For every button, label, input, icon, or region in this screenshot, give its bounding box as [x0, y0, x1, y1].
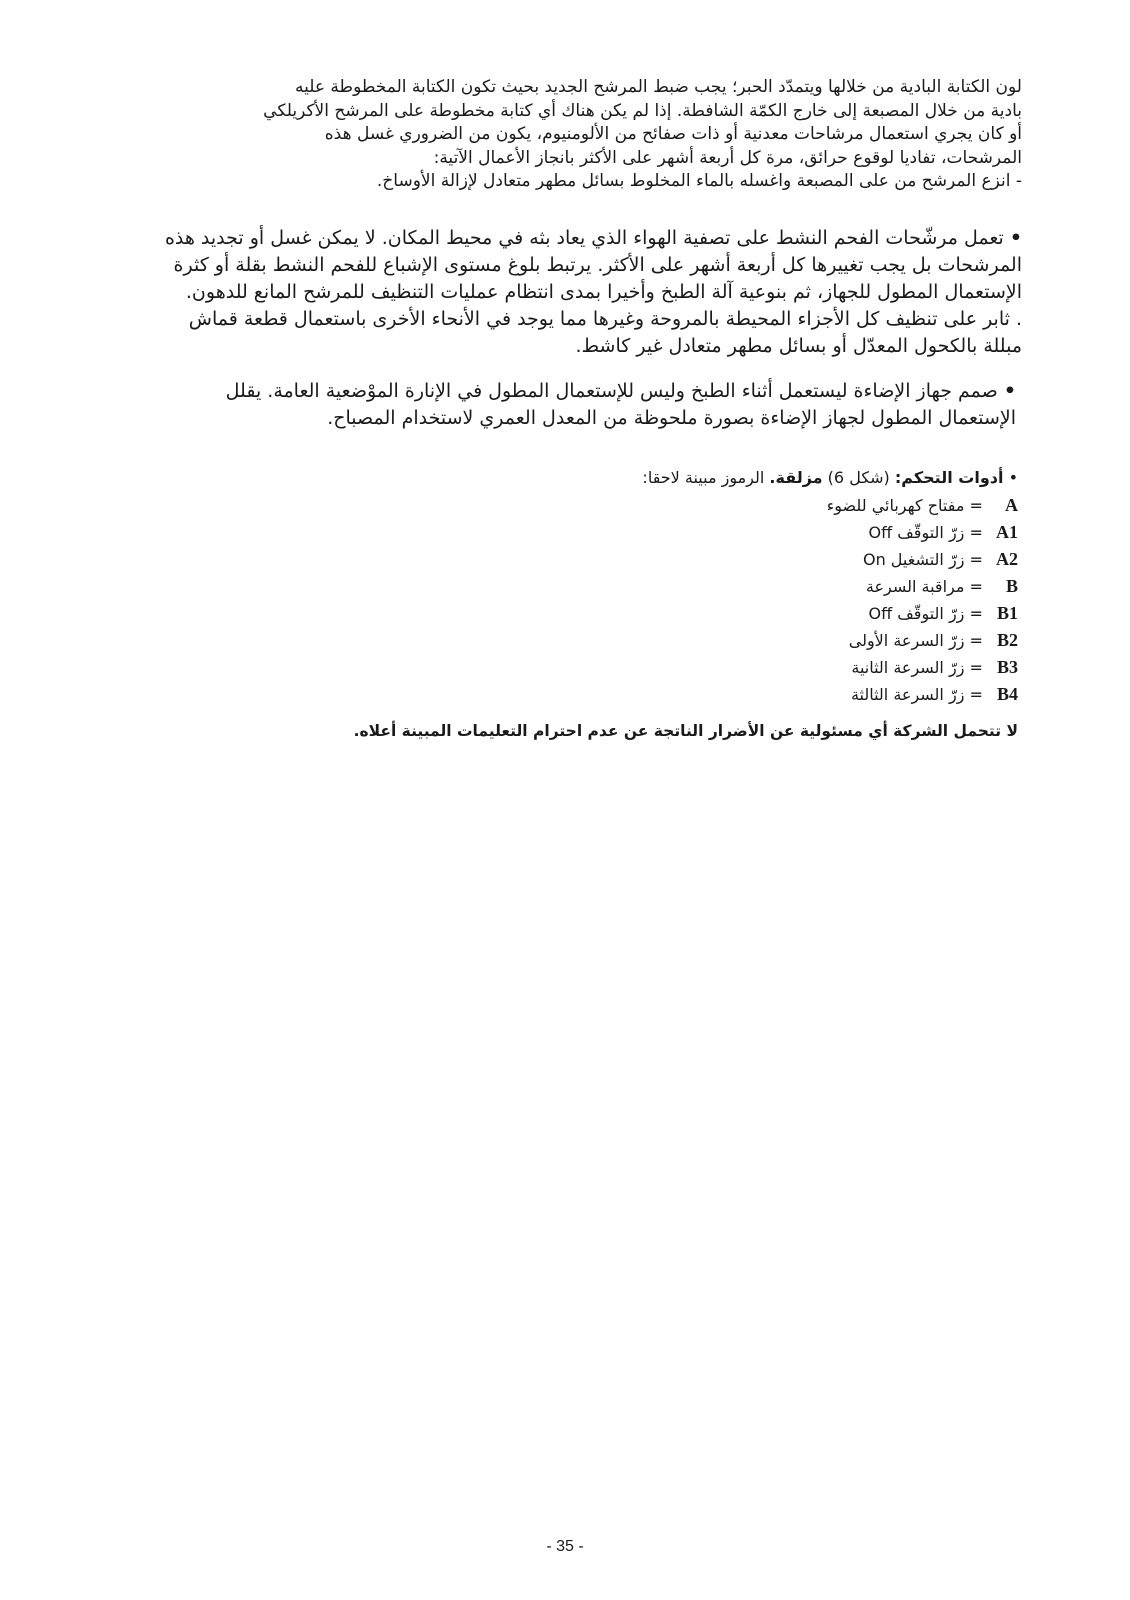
controls-heading-type: مزلقة. [769, 468, 823, 487]
bullet-marker: • [1009, 227, 1022, 249]
control-item-a [827, 492, 1018, 519]
control-code: A2 [996, 549, 1018, 569]
controls-list [827, 492, 1018, 708]
paragraph-line: بادية من خلال المصبعة إلى خارج الكمّة الشافطة. إذا لم يكن هناك أي كتابة مخطوطة على المرشح الأكريلكي [263, 100, 1022, 121]
control-item-b4 [827, 681, 1018, 708]
paragraph-line: الإستعمال المطول للجهاز، ثم بنوعية آلة الطبخ وأخيرا بمدى انتظام عمليات التنظيف للمرشح المانع للدهون. [185, 281, 1022, 303]
paragraph-line-text: تعمل مرشّحات الفحم النشط على تصفية الهواء الذي يعاد بثه في محيط المكان. لا يمكن غسل أو تجديد هذه [164, 227, 1004, 249]
paragraph-line: - انزع المرشح من على المصبعة واغسله بالماء المخلوط بسائل مطهر متعادل لإزالة الأوساخ. [376, 171, 1022, 191]
paragraph-line: . ثابر على تنظيف كل الأجزاء المحيطة بالمروحة وغيرها مما يوجد في الأنحاء الأخرى باستعمال قطعة قماش [188, 308, 1022, 330]
control-code: B1 [996, 603, 1018, 623]
control-item-b3 [827, 654, 1018, 681]
control-code: B4 [996, 684, 1018, 704]
charcoal-filter-paragraph [165, 225, 1022, 360]
control-code: B2 [996, 630, 1018, 650]
control-description: = زرّ التشغيل On [862, 550, 983, 569]
liability-disclaimer: لا تتحمل الشركة أي مسئولية عن الأضرار الناتجة عن عدم احترام التعليمات المبينة أعلاه. [353, 722, 1018, 740]
control-item-a1 [827, 519, 1018, 546]
control-description: = زرّ السرعة الأولى [848, 631, 983, 650]
control-item-b1 [827, 600, 1018, 627]
control-description: = زرّ التوقّف Off [868, 523, 983, 542]
control-code: B3 [996, 657, 1018, 677]
paragraph-line: الإستعمال المطول لجهاز الإضاءة بصورة ملحوظة من المعدل العمري لاستخدام المصباح. [327, 407, 1016, 429]
lighting-paragraph [226, 378, 1016, 432]
control-description: = مفتاح كهربائي للضوء [826, 496, 983, 515]
control-item-a2 [827, 546, 1018, 573]
page-number: - 35 - [546, 1538, 584, 1555]
paragraph-line: أو كان يجري استعمال مرشاحات معدنية أو ذات صفائح من الألومنيوم، يكون من الضروري غسل هذه [324, 124, 1022, 144]
controls-heading [642, 467, 1018, 489]
control-description: = مراقبة السرعة [865, 577, 983, 596]
filter-cleaning-paragraph [263, 76, 1022, 194]
controls-heading-figure: (شكل 6) [827, 468, 890, 487]
bullet-marker: • [1003, 380, 1016, 402]
bullet-marker: • [1008, 468, 1018, 487]
control-item-b2 [827, 627, 1018, 654]
control-code: A1 [996, 522, 1018, 542]
control-description: = زرّ السرعة الثانية [851, 658, 983, 677]
controls-heading-rest: الرموز مبينة لاحقا: [642, 468, 765, 487]
controls-heading-bold: أدوات التحكم: [894, 468, 1004, 487]
paragraph-line: لون الكتابة البادية من خلالها ويتمدّد الحبر؛ يجب ضبط المرشح الجديد بحيث تكون الكتابة المخطوطة عليه [295, 77, 1022, 97]
control-code: B [1005, 576, 1018, 596]
paragraph-line [165, 225, 1022, 252]
paragraph-line [226, 378, 1016, 405]
paragraph-line: مبللة بالكحول المعدّل أو بسائل مطهر متعادل غير كاشط. [575, 335, 1022, 357]
paragraph-line: المرشحات، تفاديا لوقوع حرائق، مرة كل أربعة أشهر على الأكثر بانجاز الأعمال الآتية: [433, 147, 1022, 168]
control-item-b [827, 573, 1018, 600]
control-description: = زرّ السرعة الثالثة [850, 685, 983, 704]
paragraph-line: المرشحات بل يجب تغييرها كل أربعة أشهر على الأكثر. يرتبط بلوغ مستوى الإشباع للفحم النشط بقلة أو كثرة [173, 254, 1022, 276]
paragraph-line-text: صمم جهاز الإضاءة ليستعمل أثناء الطبخ وليس للإستعمال المطول في الإنارة الموْضعية العامة. يقلل [225, 380, 998, 402]
control-description: = زرّ التوقّف Off [868, 604, 983, 623]
control-code: A [1005, 495, 1018, 515]
